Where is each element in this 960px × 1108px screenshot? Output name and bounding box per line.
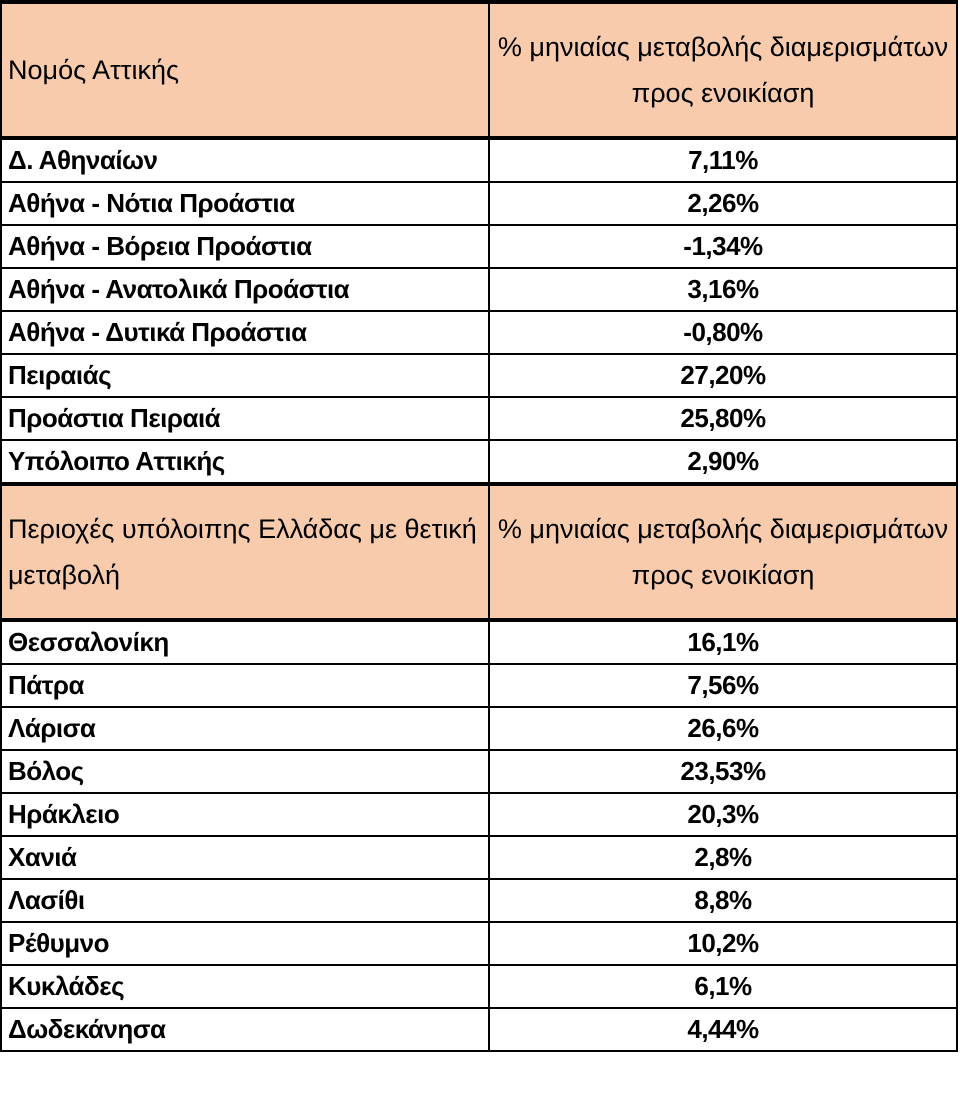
change-value: 7,56% <box>489 664 957 707</box>
header-value-label: % μηνιαίας μεταβολής διαμερισμάτων προς ενοικίαση <box>489 2 957 138</box>
change-value: 25,80% <box>489 397 957 440</box>
change-value: 23,53% <box>489 750 957 793</box>
table-row <box>1 1008 957 1051</box>
header-area-label: Περιοχές υπόλοιπης Ελλάδας με θετική μεταβολή <box>1 484 489 620</box>
change-value: 27,20% <box>489 354 957 397</box>
change-value: 2,26% <box>489 182 957 225</box>
area-name: Υπόλοιπο Αττικής <box>1 440 489 484</box>
change-value: 2,90% <box>489 440 957 484</box>
table-row <box>1 311 957 354</box>
area-name: Δ. Αθηναίων <box>1 138 489 182</box>
table-row <box>1 965 957 1008</box>
change-value: 7,11% <box>489 138 957 182</box>
header-value-label: % μηνιαίας μεταβολής διαμερισμάτων προς ενοικίαση <box>489 484 957 620</box>
change-value: 16,1% <box>489 620 957 664</box>
area-name: Πειραιάς <box>1 354 489 397</box>
table-row <box>1 879 957 922</box>
change-value: 6,1% <box>489 965 957 1008</box>
change-value: 3,16% <box>489 268 957 311</box>
area-name: Προάστια Πειραιά <box>1 397 489 440</box>
area-name: Βόλος <box>1 750 489 793</box>
table-row <box>1 922 957 965</box>
table-row <box>1 182 957 225</box>
area-name: Αθήνα - Νότια Προάστια <box>1 182 489 225</box>
area-name: Θεσσαλονίκη <box>1 620 489 664</box>
table-row <box>1 440 957 484</box>
header-area-label: Νομός Αττικής <box>1 2 489 138</box>
area-name: Χανιά <box>1 836 489 879</box>
area-name: Κυκλάδες <box>1 965 489 1008</box>
table-row <box>1 138 957 182</box>
section-header-attica <box>1 2 957 138</box>
change-value: 26,6% <box>489 707 957 750</box>
area-name: Δωδεκάνησα <box>1 1008 489 1051</box>
area-name: Αθήνα - Βόρεια Προάστια <box>1 225 489 268</box>
change-value: -0,80% <box>489 311 957 354</box>
table-row <box>1 750 957 793</box>
area-name: Αθήνα - Δυτικά Προάστια <box>1 311 489 354</box>
change-value: 2,8% <box>489 836 957 879</box>
change-value: -1,34% <box>489 225 957 268</box>
area-name: Λάρισα <box>1 707 489 750</box>
table-row <box>1 707 957 750</box>
table-row <box>1 268 957 311</box>
table-row <box>1 620 957 664</box>
area-name: Πάτρα <box>1 664 489 707</box>
table-row <box>1 397 957 440</box>
section-header-rest-of-greece <box>1 484 957 620</box>
table-row <box>1 793 957 836</box>
change-value: 10,2% <box>489 922 957 965</box>
change-value: 4,44% <box>489 1008 957 1051</box>
table-row <box>1 225 957 268</box>
table-row <box>1 836 957 879</box>
table-row <box>1 664 957 707</box>
area-name: Αθήνα - Ανατολικά Προάστια <box>1 268 489 311</box>
area-name: Ηράκλειο <box>1 793 489 836</box>
area-name: Ρέθυμνο <box>1 922 489 965</box>
change-value: 20,3% <box>489 793 957 836</box>
change-value: 8,8% <box>489 879 957 922</box>
table-row <box>1 354 957 397</box>
area-name: Λασίθι <box>1 879 489 922</box>
